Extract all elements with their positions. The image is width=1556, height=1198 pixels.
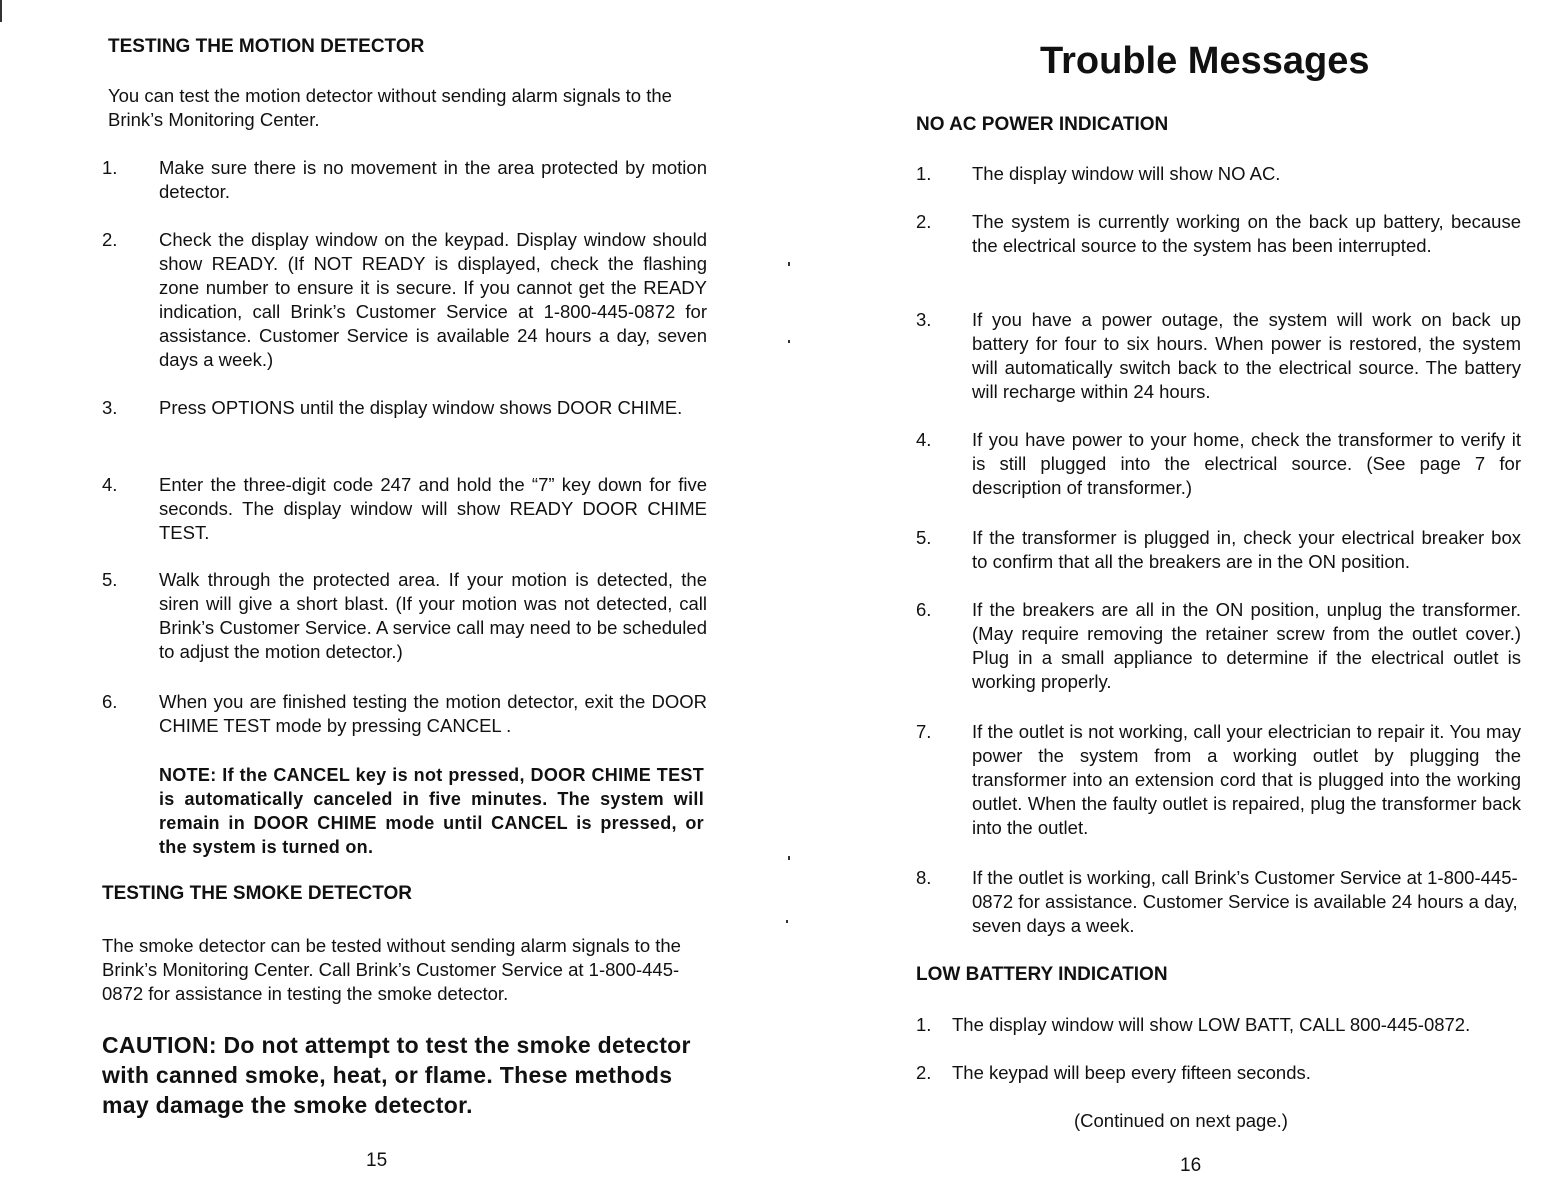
caution-text: CAUTION: Do not attempt to test the smoke detector with canned smoke, heat, or flame. These methods may damage the smoke detector. — [102, 1032, 691, 1118]
step-text: When you are finished testing the motion detector, exit the DOOR CHIME TEST mode by pressing CANCEL . — [159, 691, 707, 736]
scan-dot — [788, 856, 790, 860]
step-text: If the breakers are all in the ON position, unplug the transformer. (May require removing the retainer screw from the outlet cover.) Plug in a small appliance to determine if the electrical outlet is working properly. — [972, 599, 1521, 692]
step-number: 1. — [102, 157, 118, 178]
left-page — [102, 0, 708, 1198]
page-number: 15 — [366, 1150, 388, 1171]
smoke-detector-heading: TESTING THE SMOKE DETECTOR — [102, 883, 413, 904]
step-text: The display window will show LOW BATT, CALL 800-445-0872. — [952, 1014, 1471, 1035]
step-text: Make sure there is no movement in the area protected by motion detector. — [159, 157, 707, 202]
scan-edge-mark — [0, 0, 2, 22]
step-text: Press OPTIONS until the display window shows DOOR CHIME. — [159, 397, 683, 418]
step-text: If you have power to your home, check the transformer to verify it is still plugged into the electrical source. (See page 7 for description of transformer.) — [972, 429, 1521, 498]
step-number: 4. — [916, 429, 932, 450]
step-number: 5. — [916, 527, 932, 548]
step-number: 1. — [916, 1014, 932, 1035]
note-text: NOTE: If the CANCEL key is not pressed, DOOR CHIME TEST is automatically canceled in five minutes. The system will remain in DOOR CHIME mode until CANCEL is pressed, or the system is turned on. — [159, 765, 704, 857]
step-number: 3. — [916, 309, 932, 330]
right-page — [912, 0, 1521, 1198]
step-number: 7. — [916, 721, 932, 742]
step-number: 4. — [102, 474, 118, 495]
step-text: Enter the three-digit code 247 and hold the “7” key down for five seconds. The display window will show READY DOOR CHIME TEST. — [159, 474, 707, 543]
step-text: Walk through the protected area. If your motion is detected, the siren will give a short blast. (If your motion was not detected, call Brink’s Customer Service. A service call may need to be scheduled to adjust the motion detector.) — [159, 569, 707, 662]
motion-detector-heading: TESTING THE MOTION DETECTOR — [108, 36, 425, 57]
no-ac-heading: NO AC POWER INDICATION — [916, 114, 1169, 135]
step-text: If the outlet is working, call Brink’s Customer Service at 1-800-445-0872 for assistance. Customer Service is available 24 hours a day, seven days a week. — [972, 867, 1518, 936]
smoke-detector-intro: The smoke detector can be tested without sending alarm signals to the Brink’s Monitoring Center. Call Brink’s Customer Service at 1-800-445-0872 for assistance in testing the smoke detector. — [102, 935, 681, 1004]
step-number: 1. — [916, 163, 932, 184]
page-number: 16 — [1180, 1155, 1202, 1176]
step-number: 3. — [102, 397, 118, 418]
step-number: 6. — [916, 599, 932, 620]
scan-dot — [788, 262, 790, 266]
step-number: 5. — [102, 569, 118, 590]
step-number: 2. — [916, 1062, 932, 1083]
scan-dot — [788, 340, 790, 343]
continued-note: (Continued on next page.) — [1074, 1110, 1288, 1131]
step-number: 2. — [102, 229, 118, 250]
motion-detector-intro: You can test the motion detector without sending alarm signals to the Brink’s Monitoring Center. — [108, 85, 672, 130]
step-text: If the transformer is plugged in, check your electrical breaker box to confirm that all the breakers are in the ON position. — [972, 527, 1521, 572]
step-text: If you have a power outage, the system will work on back up battery for four to six hours. When power is restored, the system will automatically switch back to the electrical source. The battery will recharge within 24 hours. — [972, 309, 1521, 402]
step-text: The system is currently working on the back up battery, because the electrical source to the system has been interrupted. — [972, 211, 1521, 256]
step-number: 6. — [102, 691, 118, 712]
step-text: Check the display window on the keypad. Display window should show READY. (If NOT READY is displayed, check the flashing zone number to ensure it is secure. If you cannot get the READY indication, call Brink’s Customer Service at 1-800-445-0872 for assistance. Customer Service is available 24 hours a day, seven days a week.) — [159, 229, 707, 370]
step-number: 8. — [916, 867, 932, 888]
low-battery-heading: LOW BATTERY INDICATION — [916, 964, 1168, 985]
scan-dot — [786, 920, 788, 923]
step-text: The display window will show NO AC. — [972, 163, 1281, 184]
step-text: The keypad will beep every fifteen seconds. — [952, 1062, 1311, 1083]
step-text: If the outlet is not working, call your electrician to repair it. You may power the system from a working outlet by plugging the transformer into an extension cord that is plugged into the working outlet. When the faulty outlet is repaired, plug the transformer back into the outlet. — [972, 721, 1521, 838]
step-number: 2. — [916, 211, 932, 232]
page-title: Trouble Messages — [1040, 40, 1370, 82]
